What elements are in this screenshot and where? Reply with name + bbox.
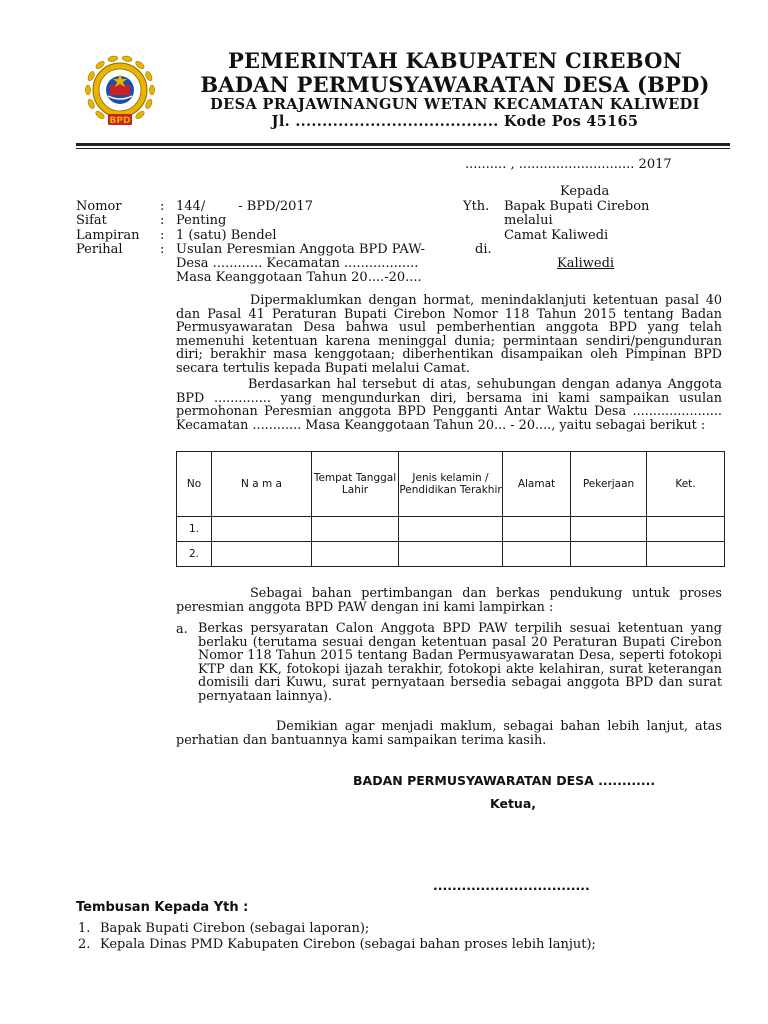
logo-petal — [144, 98, 153, 109]
paragraph-intro: Dipermaklumkan dengan hormat, menindaklanjuti ketentuan pasal 40 dan Pasal 41 Peraturan Bupati Cirebon Nomor 118 Tahun 2015 tentang Badan Permusyawaratan Desa bahwa usul pemberhentian anggota BPD yang telah memenuhi ketentuan karena meninggal dunia; permintaan sendiri/pengunduran diri; berakhir masa kenggotaan; diberhentikan disampaikan oleh Pimpinan BPD secara tertulis kepada Bupati melalui Camat. — [176, 293, 722, 376]
cc-heading: Tembusan Kepada Yth : — [76, 900, 249, 915]
letterhead-agency: BADAN PERMUSYAWARATAN DESA (BPD) — [200, 72, 710, 97]
table-cell — [503, 542, 571, 567]
table-cell — [571, 542, 647, 567]
attachment-item-a: Berkas persyaratan Calon Anggota BPD PAW terpilih sesuai ketentuan yang berlaku (terutama sesuai dengan ketentuan pasal 20 Peraturan Bupati Cirebon Nomor 118 Tahun 2015 tentang Badan Permusyawaratan Desa, seperti fotokopi KTP dan KK, fotokopi ijazah terakhir, fotokopi akte kelahiran, surat keterangan domisili dari Kuwu, surat pernyataan bersedia sebagai anggota BPD dan surat pernyataan lainnya). — [198, 621, 722, 704]
table-cell — [647, 517, 725, 542]
attachment-item-marker: a. — [176, 622, 188, 637]
recipient-line1: Bapak Bupati Cirebon — [504, 199, 650, 214]
table-header-ket: Ket. — [647, 452, 725, 517]
table-cell — [312, 542, 399, 567]
cc-item-number: 2. — [78, 937, 91, 952]
table-header-alamat: Alamat — [503, 452, 571, 517]
logo-petal — [149, 85, 154, 95]
table-cell — [212, 542, 312, 567]
meta-perihal-colon: : — [160, 242, 165, 257]
meta-perihal-value: Usulan Peresmian Anggota BPD PAW- — [176, 242, 426, 257]
table-header-no: No — [177, 452, 212, 517]
table-row — [177, 542, 725, 567]
meta-perihal-cont-1: Desa ............ Kecamatan .................. — [176, 256, 419, 271]
meta-perihal-label: Perihal — [76, 242, 123, 257]
table-cell — [312, 517, 399, 542]
table-header-ttl: Tempat Tanggal Lahir — [312, 452, 399, 517]
signature-title: Ketua, — [490, 796, 537, 811]
table-cell — [647, 542, 725, 567]
letterhead-government: PEMERINTAH KABUPATEN CIREBON — [228, 48, 682, 73]
candidate-table — [176, 451, 725, 567]
cc-item-text: Bapak Bupati Cirebon (sebagai laporan); — [100, 921, 370, 936]
meta-sifat-label: Sifat — [76, 213, 107, 228]
letter-date: .......... , ............................ 2017 — [465, 157, 672, 172]
recipient-place: Kaliwedi — [557, 256, 615, 271]
table-header-row — [177, 452, 725, 517]
meta-sifat-value: Penting — [176, 213, 227, 228]
table-cell-no: 2. — [177, 542, 212, 567]
table-header-nama: N a m a — [212, 452, 312, 517]
table-header-jenis-kelamin: Jenis kelamin / Pendidikan Terakhir — [399, 452, 503, 517]
letterhead-address: Jl. ...................................... Kode Pos 45165 — [271, 113, 639, 130]
meta-perihal-cont-2: Masa Keanggotaan Tahun 20....-20.... — [176, 270, 422, 285]
meta-nomor-colon: : — [160, 199, 165, 214]
table-cell-no: 1. — [177, 517, 212, 542]
meta-nomor-label: Nomor — [76, 199, 122, 214]
recipient-yth: Yth. — [463, 199, 490, 214]
paragraph-attachments: Sebagai bahan pertimbangan dan berkas pendukung untuk proses peresmian anggota BPD PAW dengan ini kami lampirkan : — [176, 586, 722, 615]
meta-lampiran-colon: : — [160, 228, 165, 243]
bpd-logo — [78, 50, 162, 130]
logo-label: BPD — [109, 116, 131, 126]
meta-sifat-colon: : — [160, 213, 165, 228]
letterhead-rule-thin — [76, 148, 730, 149]
cc-item-text: Kepala Dinas PMD Kabupaten Cirebon (sebagai bahan proses lebih lanjut); — [100, 937, 596, 952]
table-header-pekerjaan: Pekerjaan — [571, 452, 647, 517]
meta-lampiran-label: Lampiran — [76, 228, 140, 243]
logo-petal — [87, 98, 96, 109]
recipient-line3: Camat Kaliwedi — [504, 228, 609, 243]
recipient-line2: melalui — [504, 213, 553, 228]
logo-petal — [122, 55, 133, 62]
logo-petal — [85, 85, 90, 95]
paragraph-closing: Demikian agar menjadi maklum, sebagai bahan lebih lanjut, atas perhatian dan bantuannya kami sampaikan terima kasih. — [176, 719, 722, 748]
signature-name: ................................. — [433, 878, 590, 893]
recipient-di: di. — [475, 242, 492, 257]
table-cell — [399, 517, 503, 542]
cc-item-number: 1. — [78, 921, 91, 936]
logo-petal — [107, 55, 118, 62]
table-cell — [571, 517, 647, 542]
letterhead-rule-thick — [76, 143, 730, 146]
logo-petal — [87, 70, 96, 81]
meta-lampiran-value: 1 (satu) Bendel — [176, 228, 277, 243]
table-cell — [399, 542, 503, 567]
table-cell — [212, 517, 312, 542]
paragraph-request: Berdasarkan hal tersebut di atas, sehubungan dengan adanya Anggota BPD .............. yang mengundurkan diri, bersama ini kami sampaikan usulan permohonan Peresmian anggota BPD Pengganti Antar Waktu Desa ...................... Kecamatan ............ Masa Keanggotaan Tahun 20... - 20...., yaitu sebagai berikut : — [176, 377, 722, 433]
signature-org: BADAN PERMUSYAWARATAN DESA ............ — [353, 773, 656, 788]
meta-nomor-value: 144/ - BPD/2017 — [176, 199, 313, 214]
table-cell — [503, 517, 571, 542]
letterhead-village: DESA PRAJAWINANGUN WETAN KECAMATAN KALIWEDI — [210, 96, 700, 113]
table-row — [177, 517, 725, 542]
recipient-kepada: Kepada — [560, 184, 610, 199]
logo-petal — [144, 70, 153, 81]
